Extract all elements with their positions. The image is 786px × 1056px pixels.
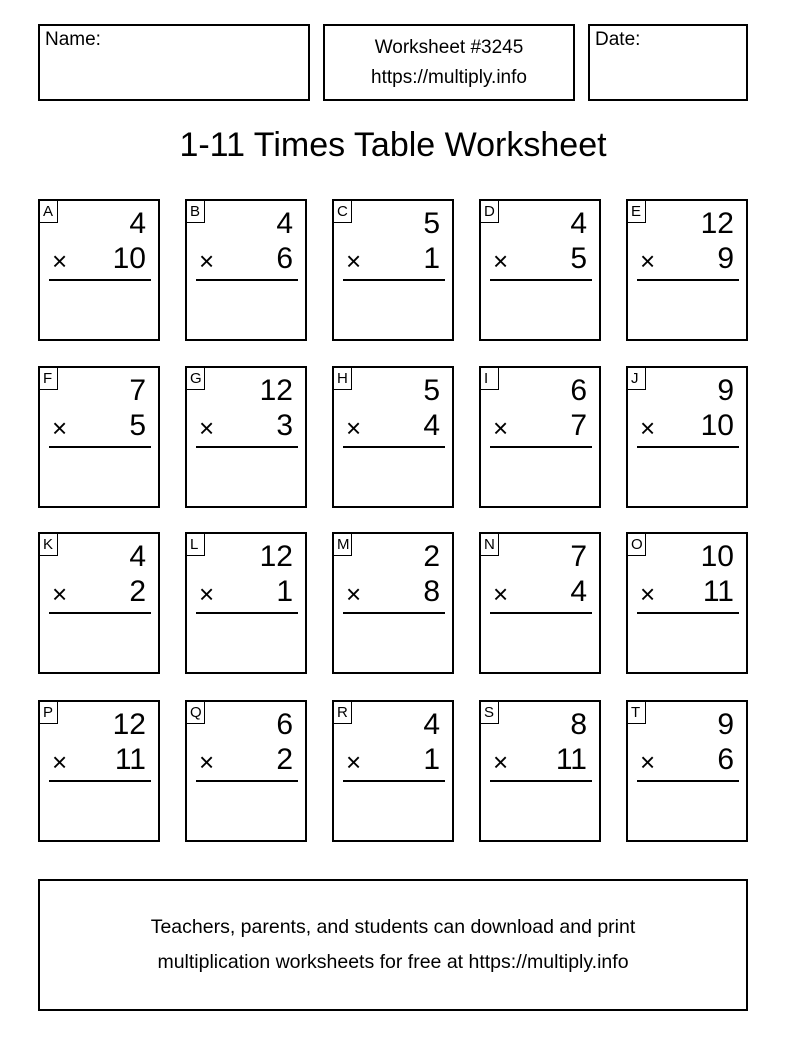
multiplier: 4 bbox=[423, 409, 440, 442]
problem-card[interactable] bbox=[479, 532, 601, 674]
answer-line bbox=[49, 279, 151, 281]
problem-letter: D bbox=[481, 201, 499, 223]
multiplicand: 12 bbox=[259, 374, 293, 407]
times-sign: × bbox=[199, 579, 215, 609]
times-sign: × bbox=[52, 747, 68, 777]
multiplicand: 4 bbox=[276, 207, 293, 240]
multiplier: 10 bbox=[700, 409, 734, 442]
problem-letter: H bbox=[334, 368, 352, 390]
date-label: Date: bbox=[595, 29, 641, 50]
multiplicand: 6 bbox=[276, 708, 293, 741]
times-sign: × bbox=[199, 246, 215, 276]
times-sign: × bbox=[346, 579, 362, 609]
multiplicand: 4 bbox=[570, 207, 587, 240]
multiplicand: 12 bbox=[700, 207, 734, 240]
multiplier: 5 bbox=[129, 409, 146, 442]
problem-letter: N bbox=[481, 534, 499, 556]
times-sign: × bbox=[640, 579, 656, 609]
times-sign: × bbox=[199, 747, 215, 777]
problem-card[interactable] bbox=[185, 199, 307, 341]
problem-card[interactable] bbox=[626, 199, 748, 341]
multiplicand: 9 bbox=[717, 708, 734, 741]
times-sign: × bbox=[640, 747, 656, 777]
answer-line bbox=[637, 780, 739, 782]
problem-letter: F bbox=[40, 368, 58, 390]
times-sign: × bbox=[52, 413, 68, 443]
problem-card[interactable] bbox=[38, 532, 160, 674]
answer-line bbox=[490, 446, 592, 448]
answer-line bbox=[490, 279, 592, 281]
name-label: Name: bbox=[45, 29, 101, 50]
multiplier: 2 bbox=[276, 743, 293, 776]
footer-box bbox=[38, 879, 748, 1011]
problem-letter: Q bbox=[187, 702, 205, 724]
multiplier: 1 bbox=[276, 575, 293, 608]
page-title: 1-11 Times Table Worksheet bbox=[179, 126, 607, 164]
multiplicand: 12 bbox=[259, 540, 293, 573]
times-sign: × bbox=[52, 579, 68, 609]
times-sign: × bbox=[640, 246, 656, 276]
multiplicand: 7 bbox=[129, 374, 146, 407]
problem-letter: L bbox=[187, 534, 205, 556]
problem-letter: A bbox=[40, 201, 58, 223]
multiplier: 3 bbox=[276, 409, 293, 442]
problem-card[interactable] bbox=[185, 700, 307, 842]
multiplicand: 5 bbox=[423, 207, 440, 240]
answer-line bbox=[196, 612, 298, 614]
multiplier: 11 bbox=[555, 743, 587, 776]
problem-letter: G bbox=[187, 368, 205, 390]
problem-letter: O bbox=[628, 534, 646, 556]
problem-card[interactable] bbox=[626, 700, 748, 842]
multiplier: 5 bbox=[570, 242, 587, 275]
multiplicand: 8 bbox=[570, 708, 587, 741]
problem-letter: E bbox=[628, 201, 646, 223]
problem-letter: J bbox=[628, 368, 646, 390]
problem-card[interactable] bbox=[332, 366, 454, 508]
answer-line bbox=[343, 780, 445, 782]
times-sign: × bbox=[493, 579, 509, 609]
answer-line bbox=[490, 612, 592, 614]
problem-card[interactable] bbox=[479, 199, 601, 341]
answer-line bbox=[343, 612, 445, 614]
multiplier: 1 bbox=[423, 743, 440, 776]
problem-letter: I bbox=[481, 368, 499, 390]
answer-line bbox=[637, 279, 739, 281]
multiplier: 11 bbox=[702, 575, 734, 608]
worksheet-id: Worksheet #3245 bbox=[374, 36, 524, 58]
problem-card[interactable] bbox=[332, 199, 454, 341]
times-sign: × bbox=[346, 413, 362, 443]
multiplicand: 12 bbox=[112, 708, 146, 741]
times-sign: × bbox=[52, 246, 68, 276]
multiplier: 2 bbox=[129, 575, 146, 608]
multiplicand: 6 bbox=[570, 374, 587, 407]
problem-letter: S bbox=[481, 702, 499, 724]
problem-card[interactable] bbox=[38, 199, 160, 341]
problem-letter: B bbox=[187, 201, 205, 223]
multiplier: 7 bbox=[570, 409, 587, 442]
multiplier: 8 bbox=[423, 575, 440, 608]
times-sign: × bbox=[493, 246, 509, 276]
multiplier: 9 bbox=[717, 242, 734, 275]
answer-line bbox=[49, 612, 151, 614]
answer-line bbox=[343, 446, 445, 448]
answer-line bbox=[637, 446, 739, 448]
answer-line bbox=[49, 780, 151, 782]
problem-card[interactable] bbox=[479, 700, 601, 842]
multiplier: 6 bbox=[717, 743, 734, 776]
answer-line bbox=[490, 780, 592, 782]
multiplicand: 5 bbox=[423, 374, 440, 407]
problem-card[interactable] bbox=[626, 532, 748, 674]
answer-line bbox=[196, 446, 298, 448]
multiplicand: 7 bbox=[570, 540, 587, 573]
multiplier: 11 bbox=[114, 743, 146, 776]
multiplier: 1 bbox=[423, 242, 440, 275]
multiplier: 6 bbox=[276, 242, 293, 275]
problem-card[interactable] bbox=[185, 532, 307, 674]
problem-card[interactable] bbox=[626, 366, 748, 508]
problem-letter: T bbox=[628, 702, 646, 724]
footer-line-2: multiplication worksheets for free at https://multiply.info bbox=[157, 951, 629, 973]
problem-card[interactable] bbox=[185, 366, 307, 508]
times-sign: × bbox=[640, 413, 656, 443]
multiplicand: 4 bbox=[129, 540, 146, 573]
multiplicand: 10 bbox=[700, 540, 734, 573]
problem-card[interactable] bbox=[38, 366, 160, 508]
answer-line bbox=[196, 279, 298, 281]
multiplier: 10 bbox=[112, 242, 146, 275]
answer-line bbox=[49, 446, 151, 448]
times-sign: × bbox=[346, 747, 362, 777]
times-sign: × bbox=[493, 747, 509, 777]
problem-letter: K bbox=[40, 534, 58, 556]
answer-line bbox=[343, 279, 445, 281]
problem-letter: P bbox=[40, 702, 58, 724]
multiplier: 4 bbox=[570, 575, 587, 608]
problem-card[interactable] bbox=[38, 700, 160, 842]
worksheet-url: https://multiply.info bbox=[371, 66, 527, 88]
problem-letter: M bbox=[334, 534, 352, 556]
problem-letter: R bbox=[334, 702, 352, 724]
times-sign: × bbox=[199, 413, 215, 443]
times-sign: × bbox=[346, 246, 362, 276]
multiplicand: 4 bbox=[129, 207, 146, 240]
multiplicand: 2 bbox=[423, 540, 440, 573]
answer-line bbox=[637, 612, 739, 614]
problem-letter: C bbox=[334, 201, 352, 223]
answer-line bbox=[196, 780, 298, 782]
multiplicand: 9 bbox=[717, 374, 734, 407]
problem-card[interactable] bbox=[479, 366, 601, 508]
problem-card[interactable] bbox=[332, 532, 454, 674]
footer-line-1: Teachers, parents, and students can download and print bbox=[150, 916, 636, 938]
multiplicand: 4 bbox=[423, 708, 440, 741]
times-sign: × bbox=[493, 413, 509, 443]
problem-card[interactable] bbox=[332, 700, 454, 842]
